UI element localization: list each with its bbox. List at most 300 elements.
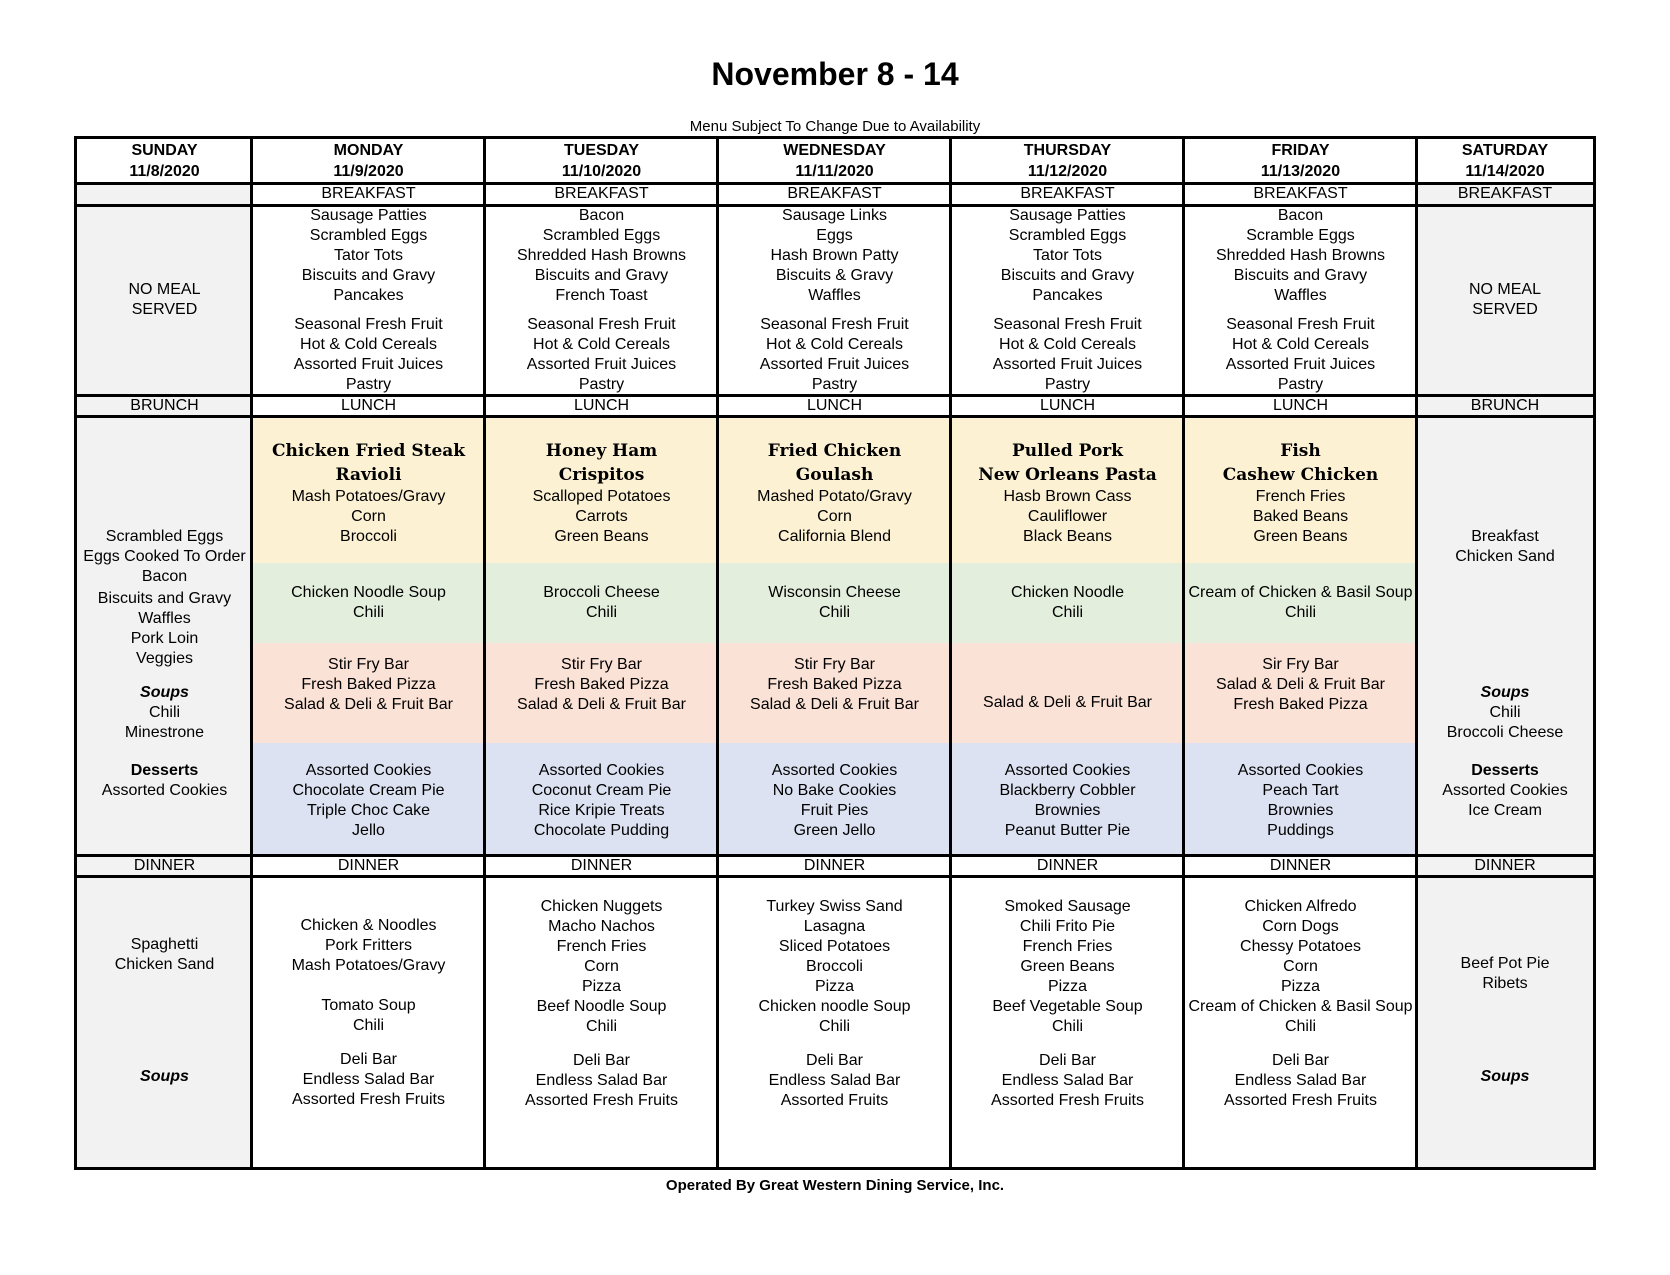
no-meal-saturday bbox=[1417, 205, 1593, 395]
bar-item: Stir Fry Bar bbox=[561, 656, 642, 673]
dessert-item: Brownies bbox=[1267, 802, 1334, 819]
meal-label: DINNER bbox=[570, 857, 633, 874]
dinner-item: Macho Nachos bbox=[548, 918, 655, 935]
dinner-item: Chessy Potatoes bbox=[1240, 938, 1361, 955]
side-item: Carrots bbox=[575, 508, 628, 525]
breakfast-item: Tator Tots bbox=[1032, 247, 1103, 264]
soup-item: Beef Vegetable Soup bbox=[992, 998, 1143, 1015]
soup-item: Chili bbox=[818, 1018, 851, 1035]
breakfast-item: French Toast bbox=[555, 287, 648, 304]
side-item: Corn bbox=[351, 508, 386, 525]
column-divider bbox=[949, 139, 952, 1167]
breakfast-label bbox=[485, 183, 718, 205]
soup-item: Chili bbox=[1489, 704, 1521, 721]
dinner-item: Sliced Potatoes bbox=[778, 938, 891, 955]
entree-item: Chicken Fried Steak bbox=[271, 441, 466, 461]
soups-heading: Soups bbox=[140, 1068, 189, 1085]
dinner-tuesday bbox=[485, 877, 718, 1167]
entree-item: Goulash bbox=[795, 465, 874, 485]
soup-item: Chili bbox=[1284, 604, 1317, 621]
bar-item: Fresh Baked Pizza bbox=[1233, 696, 1368, 713]
breakfast-item: Biscuits and Gravy bbox=[1233, 267, 1368, 284]
breakfast-item: Sausage Patties bbox=[1009, 207, 1126, 224]
lunch-desserts-thursday bbox=[951, 743, 1184, 855]
breakfast-item: Hot & Cold Cereals bbox=[533, 336, 670, 353]
no-meal-text: SERVED bbox=[131, 301, 198, 318]
column-divider bbox=[1182, 139, 1185, 1167]
day-header-sunday bbox=[77, 139, 252, 183]
dinner-item: Pizza bbox=[1280, 978, 1321, 995]
dinner-item: Turkey Swiss Sand bbox=[766, 898, 903, 915]
dinner-label bbox=[951, 855, 1184, 877]
dinner-item: Lasagna bbox=[803, 918, 866, 935]
dinner-saturday-soups bbox=[1417, 1039, 1593, 1167]
entree-item: Pulled Pork bbox=[1011, 441, 1124, 461]
dinner-sunday-soups bbox=[77, 1039, 252, 1167]
breakfast-item: Hot & Cold Cereals bbox=[1232, 336, 1369, 353]
soup-item: Chili bbox=[818, 604, 851, 621]
breakfast-item: Assorted Fruit Juices bbox=[759, 356, 910, 373]
dinner-friday bbox=[1184, 877, 1417, 1167]
soup-item: Chicken noodle Soup bbox=[758, 998, 911, 1015]
dessert-item: Jello bbox=[352, 822, 385, 839]
breakfast-wednesday bbox=[718, 205, 951, 395]
desserts-heading: Desserts bbox=[130, 762, 199, 779]
entree-item: Ravioli bbox=[335, 465, 402, 485]
bar-item: Assorted Fresh Fruits bbox=[1224, 1092, 1377, 1109]
entree-item: New Orleans Pasta bbox=[978, 465, 1157, 485]
breakfast-item: Biscuits and Gravy bbox=[534, 267, 669, 284]
brunch-sunday-items bbox=[77, 417, 252, 667]
side-item: Black Beans bbox=[1023, 528, 1112, 545]
soup-item: Cream of Chicken & Basil Soup bbox=[1188, 584, 1413, 601]
soup-item: Chicken Noodle bbox=[1011, 584, 1124, 601]
side-item: Scalloped Potatoes bbox=[532, 488, 671, 505]
dinner-saturday-items bbox=[1417, 877, 1593, 1039]
no-meal-text: NO MEAL bbox=[128, 281, 201, 298]
day-header-thursday bbox=[951, 139, 1184, 183]
day-date: 11/13/2020 bbox=[1260, 163, 1341, 180]
day-name: FRIDAY bbox=[1271, 142, 1330, 159]
dinner-item: Chicken Nuggets bbox=[540, 898, 663, 915]
breakfast-item: Pastry bbox=[1044, 376, 1091, 393]
dinner-item: Chicken & Noodles bbox=[300, 917, 437, 934]
breakfast-item: Biscuits & Gravy bbox=[775, 267, 894, 284]
dessert-item: Chocolate Pudding bbox=[533, 822, 670, 839]
soup-item: Cream of Chicken & Basil Soup bbox=[1188, 998, 1413, 1015]
soup-item: Chili bbox=[1051, 604, 1084, 621]
soups-heading: Soups bbox=[140, 684, 189, 701]
dinner-item: Beef Pot Pie bbox=[1460, 955, 1550, 972]
row-divider bbox=[77, 854, 1593, 857]
column-divider bbox=[716, 139, 719, 1167]
meal-label: BRUNCH bbox=[1470, 397, 1540, 414]
lunch-entrees-friday bbox=[1184, 417, 1417, 563]
breakfast-item: Pastry bbox=[345, 376, 392, 393]
meal-label: BREAKFAST bbox=[1253, 185, 1348, 202]
day-header-friday bbox=[1184, 139, 1417, 183]
bar-item: Endless Salad Bar bbox=[768, 1072, 901, 1089]
menu-grid bbox=[74, 136, 1596, 1170]
breakfast-item: Hot & Cold Cereals bbox=[300, 336, 437, 353]
bar-item: Fresh Baked Pizza bbox=[534, 676, 669, 693]
meal-label: BREAKFAST bbox=[321, 185, 416, 202]
meal-label: DINNER bbox=[133, 857, 196, 874]
meal-label: DINNER bbox=[1269, 857, 1332, 874]
side-item: French Fries bbox=[1255, 488, 1346, 505]
dinner-wednesday bbox=[718, 877, 951, 1167]
bar-item: Salad & Deli & Fruit Bar bbox=[750, 696, 919, 713]
bar-item: Deli Bar bbox=[1272, 1052, 1329, 1069]
dinner-item: Pizza bbox=[581, 978, 622, 995]
bar-item: Stir Fry Bar bbox=[328, 656, 409, 673]
day-date: 11/8/2020 bbox=[129, 163, 200, 180]
soup-item: Chili bbox=[1051, 1018, 1084, 1035]
day-name: SATURDAY bbox=[1461, 142, 1549, 159]
day-name: WEDNESDAY bbox=[783, 142, 886, 159]
lunch-bars-monday bbox=[252, 643, 485, 743]
breakfast-item: Hot & Cold Cereals bbox=[766, 336, 903, 353]
dessert-item: Fruit Pies bbox=[800, 802, 869, 819]
brunch-item: Waffles bbox=[138, 610, 191, 627]
desserts-heading: Desserts bbox=[1471, 762, 1539, 779]
row-divider bbox=[77, 204, 1593, 207]
breakfast-item: Hot & Cold Cereals bbox=[999, 336, 1136, 353]
brunch-label bbox=[77, 395, 252, 417]
day-header-monday bbox=[252, 139, 485, 183]
brunch-item: Breakfast bbox=[1471, 528, 1539, 545]
dinner-item: Green Beans bbox=[1020, 958, 1115, 975]
breakfast-item: Tator Tots bbox=[333, 247, 404, 264]
breakfast-item: Shredded Hash Browns bbox=[1216, 247, 1385, 264]
dinner-item: Pizza bbox=[814, 978, 855, 995]
day-name: MONDAY bbox=[333, 142, 404, 159]
dinner-item: Corn bbox=[1283, 958, 1318, 975]
dessert-item: No Bake Cookies bbox=[772, 782, 897, 799]
bar-item: Assorted Fresh Fruits bbox=[525, 1092, 678, 1109]
side-item: Green Beans bbox=[554, 528, 649, 545]
day-date: 11/10/2020 bbox=[561, 163, 642, 180]
brunch-saturday-soups bbox=[1417, 643, 1593, 743]
soup-item: Chili bbox=[585, 604, 618, 621]
dessert-item: Assorted Cookies bbox=[101, 782, 228, 799]
brunch-item: Pork Loin bbox=[130, 630, 199, 647]
lunch-soups-monday bbox=[252, 563, 485, 643]
breakfast-item: Scrambled Eggs bbox=[1008, 227, 1127, 244]
day-name: TUESDAY bbox=[564, 142, 639, 159]
dinner-label bbox=[1184, 855, 1417, 877]
menu-disclaimer: Menu Subject To Change Due to Availability bbox=[689, 118, 981, 135]
dinner-item: Mash Potatoes/Gravy bbox=[291, 957, 446, 974]
dessert-item: Green Jello bbox=[793, 822, 876, 839]
day-name: THURSDAY bbox=[1023, 142, 1112, 159]
soups-heading: Soups bbox=[1480, 1068, 1530, 1085]
bar-item: Assorted Fruits bbox=[780, 1092, 889, 1109]
meal-label: LUNCH bbox=[806, 397, 863, 414]
breakfast-item: Scramble Eggs bbox=[1246, 227, 1355, 244]
bar-item: Endless Salad Bar bbox=[302, 1071, 435, 1088]
lunch-desserts-tuesday bbox=[485, 743, 718, 855]
lunch-label bbox=[718, 395, 951, 417]
lunch-label bbox=[1184, 395, 1417, 417]
meal-label: DINNER bbox=[803, 857, 866, 874]
row-divider bbox=[77, 394, 1593, 397]
bar-item: Stir Fry Bar bbox=[794, 656, 875, 673]
dinner-item: French Fries bbox=[1022, 938, 1113, 955]
column-divider bbox=[483, 139, 486, 1167]
dinner-item: Chicken Sand bbox=[114, 956, 215, 973]
breakfast-item: Eggs bbox=[816, 227, 853, 244]
brunch-item: Chicken Sand bbox=[1455, 548, 1555, 565]
dinner-thursday bbox=[951, 877, 1184, 1167]
side-item: Green Beans bbox=[1253, 528, 1348, 545]
bar-item: Deli Bar bbox=[340, 1051, 397, 1068]
soup-item: Tomato Soup bbox=[321, 997, 416, 1014]
breakfast-item: Hash Brown Patty bbox=[770, 247, 899, 264]
side-item: Corn bbox=[817, 508, 852, 525]
brunch-item: Bacon bbox=[141, 568, 188, 585]
soup-item: Chili bbox=[352, 604, 385, 621]
lunch-desserts-monday bbox=[252, 743, 485, 855]
dessert-item: Peach Tart bbox=[1262, 782, 1339, 799]
side-item: Mashed Potato/Gravy bbox=[757, 488, 912, 505]
meal-label: LUNCH bbox=[1272, 397, 1329, 414]
meal-label: DINNER bbox=[1474, 857, 1536, 874]
bar-item: Deli Bar bbox=[1039, 1052, 1096, 1069]
breakfast-item: Bacon bbox=[1277, 207, 1324, 224]
lunch-label bbox=[951, 395, 1184, 417]
dinner-item: Broccoli bbox=[806, 958, 863, 975]
dessert-item: Rice Kripie Treats bbox=[538, 802, 665, 819]
lunch-soups-friday bbox=[1184, 563, 1417, 643]
breakfast-item: Seasonal Fresh Fruit bbox=[1226, 316, 1375, 333]
breakfast-item: Pastry bbox=[1277, 376, 1324, 393]
meal-label: BREAKFAST bbox=[1020, 185, 1115, 202]
lunch-soups-wednesday bbox=[718, 563, 951, 643]
page-title: November 8 - 14 bbox=[711, 56, 959, 92]
meal-label: DINNER bbox=[337, 857, 400, 874]
brunch-saturday-items bbox=[1417, 417, 1593, 643]
breakfast-item: Pastry bbox=[578, 376, 625, 393]
breakfast-label bbox=[1184, 183, 1417, 205]
breakfast-item: Pancakes bbox=[333, 287, 404, 304]
meal-label: BRUNCH bbox=[130, 397, 199, 414]
bar-item: Salad & Deli & Fruit Bar bbox=[983, 694, 1152, 711]
side-item: Cauliflower bbox=[1027, 508, 1108, 525]
meal-label: BREAKFAST bbox=[554, 185, 649, 202]
breakfast-item: Biscuits and Gravy bbox=[1000, 267, 1135, 284]
side-item: Broccoli bbox=[340, 528, 397, 545]
breakfast-friday bbox=[1184, 205, 1417, 395]
lunch-label bbox=[252, 395, 485, 417]
day-date: 11/14/2020 bbox=[1465, 163, 1545, 180]
breakfast-item: Waffles bbox=[808, 287, 861, 304]
breakfast-item: Scrambled Eggs bbox=[542, 227, 661, 244]
soup-item: Beef Noodle Soup bbox=[536, 998, 667, 1015]
no-meal-sunday bbox=[77, 205, 252, 395]
breakfast-item: Seasonal Fresh Fruit bbox=[294, 316, 443, 333]
lunch-bars-wednesday bbox=[718, 643, 951, 743]
breakfast-item: Sausage Links bbox=[782, 207, 887, 224]
bar-item: Endless Salad Bar bbox=[535, 1072, 668, 1089]
breakfast-item: Assorted Fruit Juices bbox=[1225, 356, 1376, 373]
row-divider bbox=[77, 415, 1593, 418]
meal-label: LUNCH bbox=[573, 397, 630, 414]
dessert-item: Assorted Cookies bbox=[305, 762, 432, 779]
entree-item: Crispitos bbox=[558, 465, 645, 485]
breakfast-item: Seasonal Fresh Fruit bbox=[527, 316, 676, 333]
bar-item: Sir Fry Bar bbox=[1262, 656, 1339, 673]
soup-item: Chili bbox=[1284, 1018, 1317, 1035]
breakfast-item: Biscuits and Gravy bbox=[301, 267, 436, 284]
dinner-sunday-items bbox=[77, 877, 252, 1039]
dessert-item: Assorted Cookies bbox=[538, 762, 665, 779]
day-date: 11/9/2020 bbox=[333, 163, 404, 180]
side-item: Mash Potatoes/Gravy bbox=[291, 488, 446, 505]
dessert-item: Assorted Cookies bbox=[1237, 762, 1364, 779]
dinner-item: Corn bbox=[584, 958, 619, 975]
breakfast-item: Shredded Hash Browns bbox=[517, 247, 686, 264]
breakfast-tuesday bbox=[485, 205, 718, 395]
dinner-label bbox=[252, 855, 485, 877]
breakfast-label bbox=[1417, 183, 1593, 205]
bar-item: Assorted Fresh Fruits bbox=[292, 1091, 445, 1108]
breakfast-thursday bbox=[951, 205, 1184, 395]
bar-item: Endless Salad Bar bbox=[1234, 1072, 1367, 1089]
no-meal-text: SERVED bbox=[1472, 301, 1538, 318]
bar-item: Salad & Deli & Fruit Bar bbox=[517, 696, 686, 713]
lunch-entrees-thursday bbox=[951, 417, 1184, 563]
dessert-item: Blackberry Cobbler bbox=[999, 782, 1136, 799]
breakfast-item: Seasonal Fresh Fruit bbox=[760, 316, 909, 333]
meal-label: LUNCH bbox=[1039, 397, 1096, 414]
breakfast-label bbox=[718, 183, 951, 205]
lunch-label bbox=[485, 395, 718, 417]
row-divider bbox=[77, 182, 1593, 185]
dessert-item: Assorted Cookies bbox=[771, 762, 898, 779]
entree-item: Honey Ham bbox=[545, 441, 658, 461]
meal-label: BREAKFAST bbox=[787, 185, 882, 202]
soup-item: Chili bbox=[352, 1017, 385, 1034]
dinner-item: Spaghetti bbox=[130, 936, 199, 953]
soup-item: Minestrone bbox=[124, 724, 205, 741]
breakfast-item: Bacon bbox=[578, 207, 625, 224]
bar-item: Salad & Deli & Fruit Bar bbox=[284, 696, 453, 713]
breakfast-item: Waffles bbox=[1274, 287, 1327, 304]
dessert-item: Chocolate Cream Pie bbox=[292, 782, 445, 799]
dinner-item: Smoked Sausage bbox=[1004, 898, 1131, 915]
brunch-sunday-soups bbox=[77, 643, 252, 743]
breakfast-item: Seasonal Fresh Fruit bbox=[993, 316, 1142, 333]
dinner-label bbox=[718, 855, 951, 877]
no-meal-text: NO MEAL bbox=[1468, 281, 1541, 298]
breakfast-item: Assorted Fruit Juices bbox=[526, 356, 677, 373]
dinner-item: Pizza bbox=[1047, 978, 1088, 995]
bar-item: Fresh Baked Pizza bbox=[301, 676, 436, 693]
day-header-wednesday bbox=[718, 139, 951, 183]
breakfast-label bbox=[951, 183, 1184, 205]
dessert-item: Brownies bbox=[1034, 802, 1101, 819]
bar-item: Fresh Baked Pizza bbox=[767, 676, 902, 693]
entree-item: Fried Chicken bbox=[767, 441, 902, 461]
dessert-item: Assorted Cookies bbox=[1004, 762, 1131, 779]
dinner-item: Chicken Alfredo bbox=[1244, 898, 1357, 915]
dessert-item: Assorted Cookies bbox=[1442, 782, 1568, 799]
dinner-label bbox=[485, 855, 718, 877]
brunch-saturday-desserts bbox=[1417, 743, 1593, 855]
soup-item: Broccoli Cheese bbox=[1446, 724, 1564, 741]
dinner-item: Chili Frito Pie bbox=[1019, 918, 1116, 935]
breakfast-item: Assorted Fruit Juices bbox=[992, 356, 1143, 373]
bar-item: Deli Bar bbox=[806, 1052, 863, 1069]
meal-label: DINNER bbox=[1036, 857, 1099, 874]
footer-operator: Operated By Great Western Dining Service, Inc. bbox=[665, 1177, 1005, 1194]
bar-item: Endless Salad Bar bbox=[1001, 1072, 1134, 1089]
dinner-item: Pork Fritters bbox=[324, 937, 413, 954]
dessert-item: Peanut Butter Pie bbox=[1004, 822, 1131, 839]
day-date: 11/11/2020 bbox=[795, 163, 874, 180]
lunch-entrees-monday bbox=[252, 417, 485, 563]
dessert-item: Ice Cream bbox=[1468, 802, 1542, 819]
brunch-item: Biscuits and Gravy bbox=[97, 590, 232, 607]
lunch-bars-thursday bbox=[951, 643, 1184, 743]
soup-item: Wisconsin Cheese bbox=[768, 584, 901, 601]
breakfast-monday bbox=[252, 205, 485, 395]
breakfast-item: Pastry bbox=[811, 376, 858, 393]
entree-item: Fish bbox=[1280, 441, 1321, 461]
lunch-bars-tuesday bbox=[485, 643, 718, 743]
soup-item: Chili bbox=[148, 704, 181, 721]
brunch-item: Veggies bbox=[136, 650, 193, 667]
breakfast-item: Assorted Fruit Juices bbox=[293, 356, 444, 373]
day-header-tuesday bbox=[485, 139, 718, 183]
dinner-item: French Fries bbox=[556, 938, 647, 955]
dinner-label bbox=[1417, 855, 1593, 877]
lunch-desserts-friday bbox=[1184, 743, 1417, 855]
dinner-label bbox=[77, 855, 252, 877]
meal-label: BREAKFAST bbox=[1457, 185, 1553, 202]
day-name: SUNDAY bbox=[131, 142, 198, 159]
breakfast-label bbox=[252, 183, 485, 205]
breakfast-item: Pancakes bbox=[1032, 287, 1103, 304]
dessert-item: Coconut Cream Pie bbox=[531, 782, 672, 799]
brunch-label bbox=[1417, 395, 1593, 417]
column-divider bbox=[1415, 139, 1418, 1167]
lunch-bars-friday bbox=[1184, 643, 1417, 743]
lunch-soups-tuesday bbox=[485, 563, 718, 643]
lunch-soups-thursday bbox=[951, 563, 1184, 643]
lunch-desserts-wednesday bbox=[718, 743, 951, 855]
row-divider bbox=[77, 875, 1593, 878]
soup-item: Broccoli Cheese bbox=[543, 584, 660, 601]
side-item: Hasb Brown Cass bbox=[1003, 488, 1132, 505]
day-date: 11/12/2020 bbox=[1027, 163, 1108, 180]
dessert-item: Triple Choc Cake bbox=[306, 802, 430, 819]
entree-item: Cashew Chicken bbox=[1222, 465, 1379, 485]
dessert-item: Puddings bbox=[1267, 822, 1334, 839]
dinner-item: Corn Dogs bbox=[1262, 918, 1339, 935]
side-item: California Blend bbox=[778, 528, 891, 545]
brunch-item: Eggs Cooked To Order bbox=[83, 548, 246, 565]
brunch-item: Scrambled Eggs bbox=[105, 528, 224, 545]
brunch-sunday-desserts bbox=[77, 743, 252, 855]
column-divider bbox=[250, 139, 253, 1167]
soup-item: Chili bbox=[585, 1018, 618, 1035]
bar-item: Deli Bar bbox=[573, 1052, 630, 1069]
meal-label: LUNCH bbox=[340, 397, 397, 414]
bar-item: Assorted Fresh Fruits bbox=[991, 1092, 1144, 1109]
dinner-monday bbox=[252, 877, 485, 1167]
